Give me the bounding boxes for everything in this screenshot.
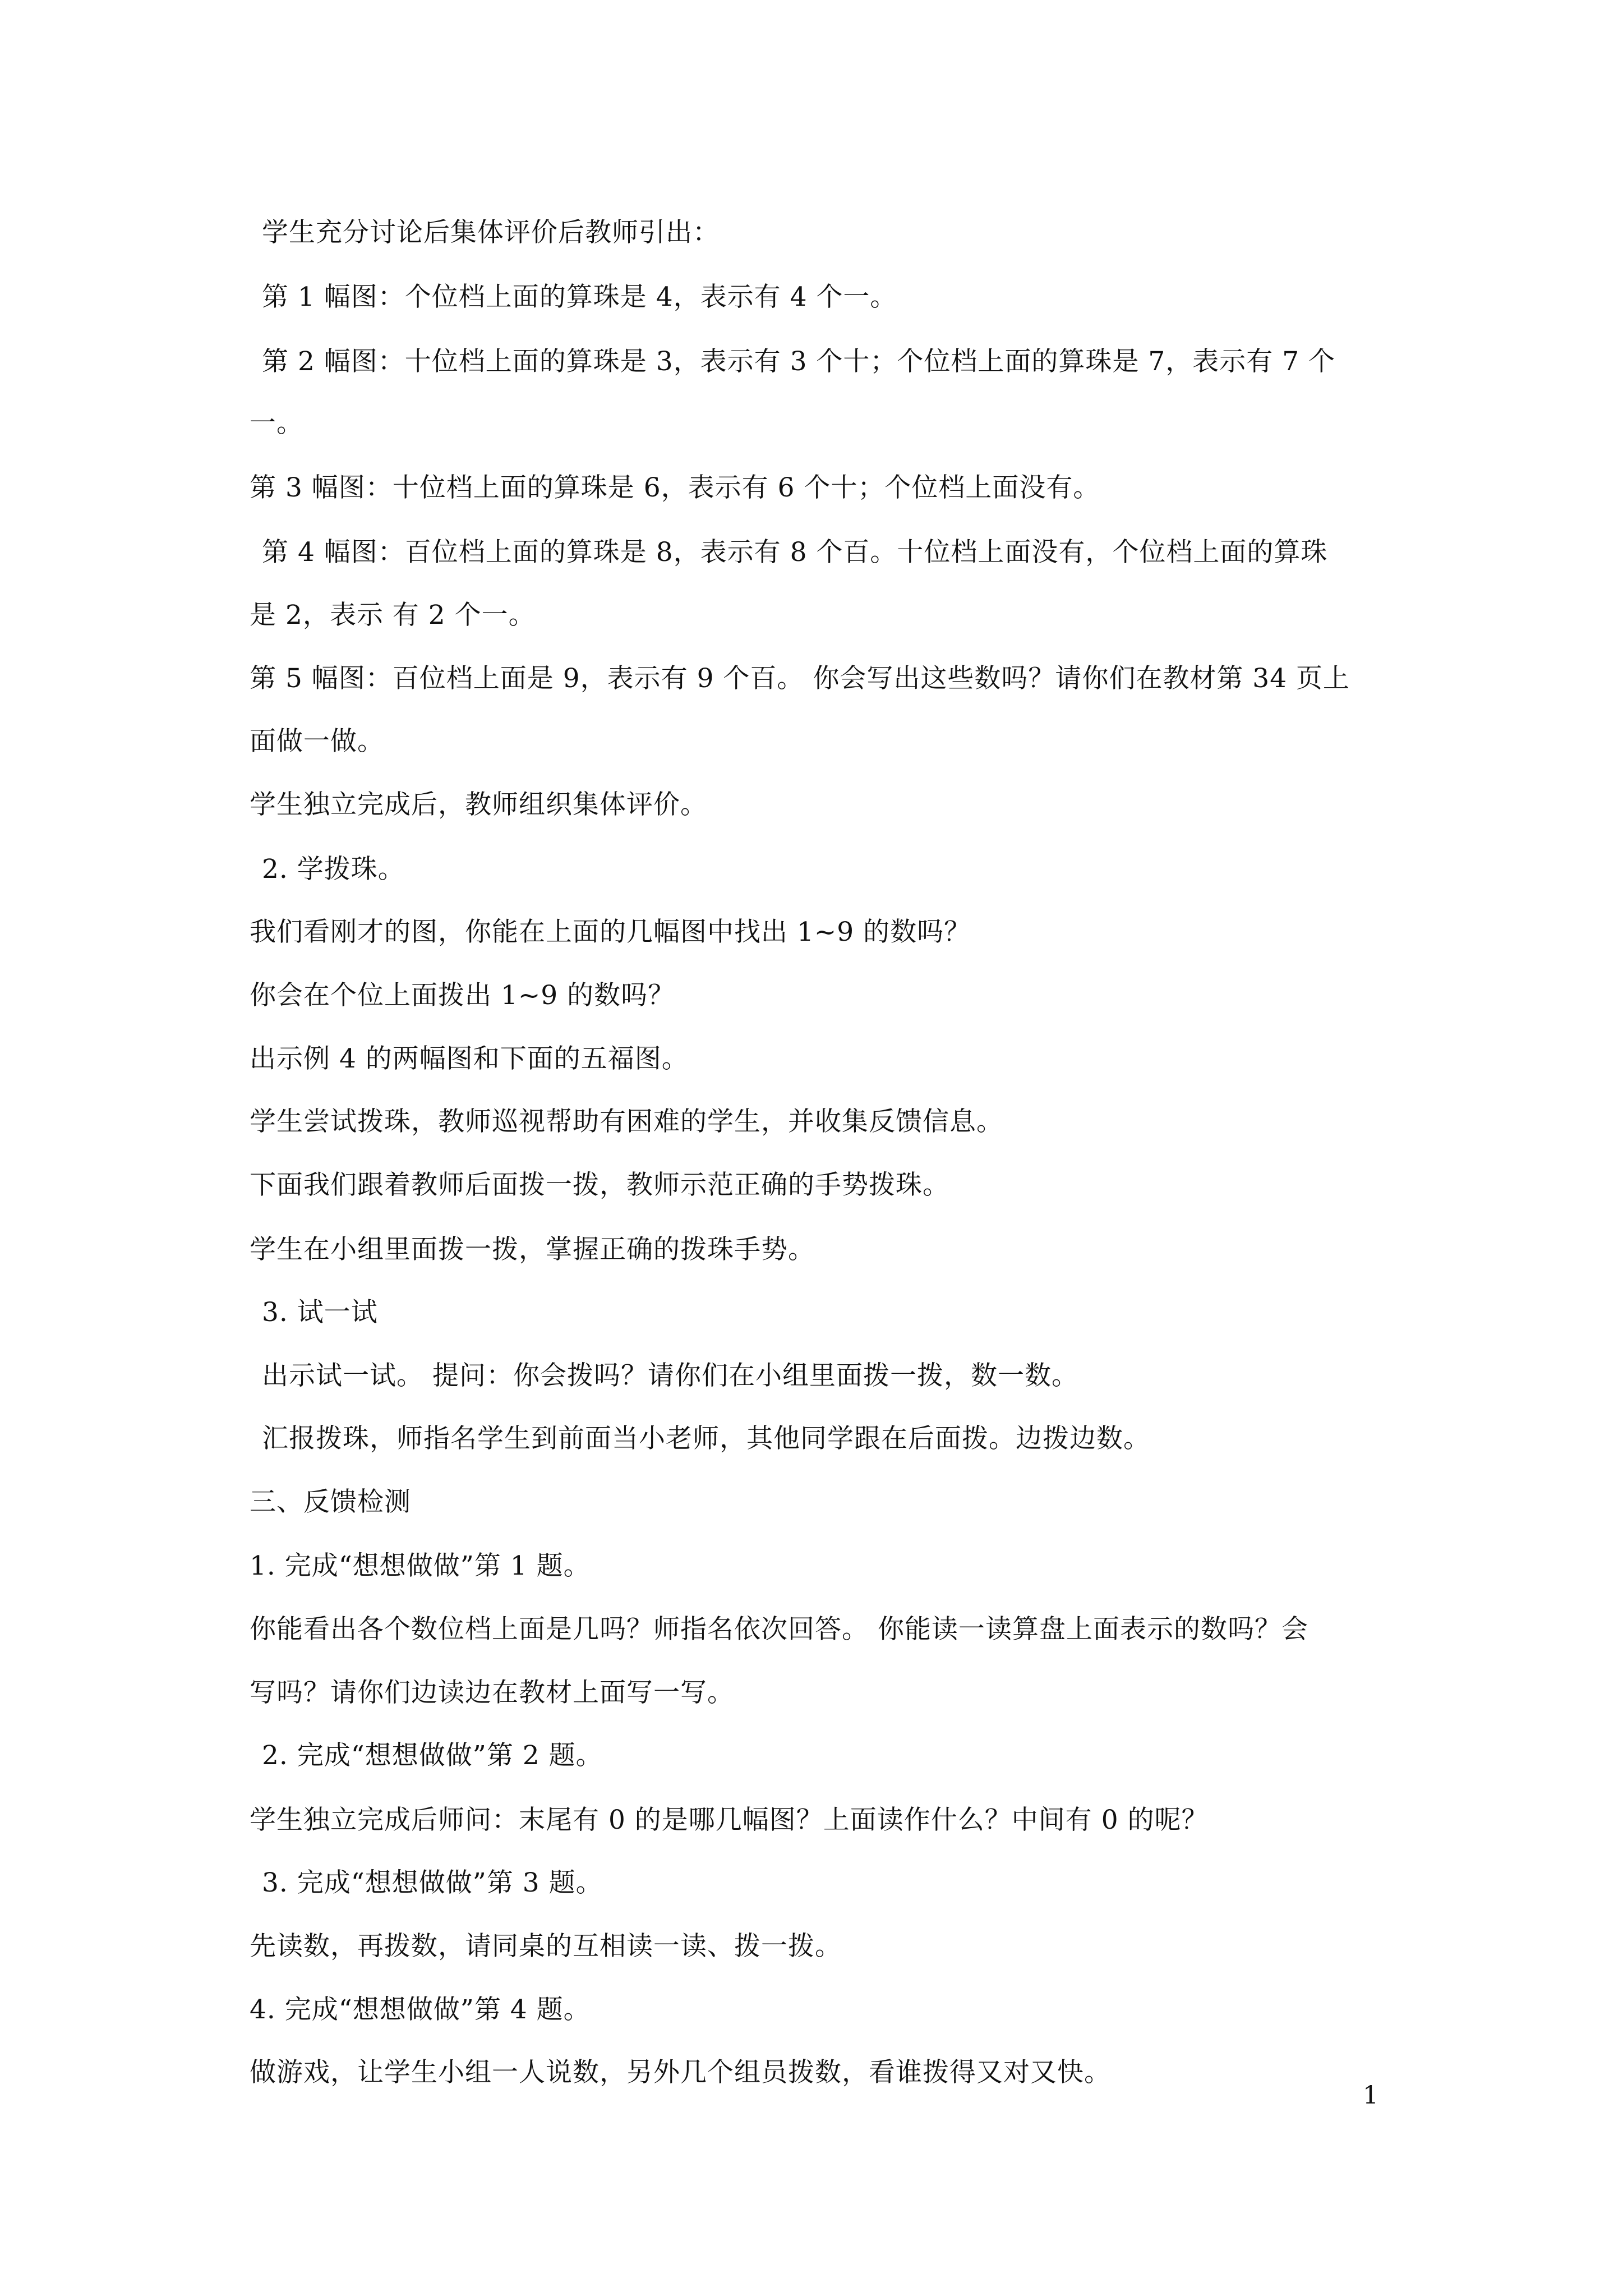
text-line: 学生尝试拨珠，教师巡视帮助有困难的学生，并收集反馈信息。 xyxy=(250,1106,1003,1137)
text-line: 做游戏，让学生小组一人说数，另外几个组员拨数，看谁拨得又对又快。 xyxy=(250,2057,1111,2088)
text-line: 第 4 幅图：百位档上面的算珠是 8，表示有 8 个百。十位档上面没有，个位档上面的算珠 xyxy=(262,537,1328,568)
text-line: 学生独立完成后，教师组织集体评价。 xyxy=(250,789,707,820)
text-line: 第 3 幅图：十位档上面的算珠是 6，表示有 6 个十；个位档上面没有。 xyxy=(250,472,1100,503)
text-line: 第 2 幅图：十位档上面的算珠是 3，表示有 3 个十；个位档上面的算珠是 7，表示有 7 个 xyxy=(262,346,1336,377)
text-line: 汇报拨珠，师指名学生到前面当小老师，其他同学跟在后面拨。边拨边数。 xyxy=(262,1423,1150,1454)
text-line: 我们看刚才的图，你能在上面的几幅图中找出 1~9 的数吗？ xyxy=(250,917,971,947)
text-line: 出示试一试。 提问：你会拨吗？请你们在小组里面拨一拨，数一数。 xyxy=(262,1360,1078,1391)
text-line: 出示例 4 的两幅图和下面的五福图。 xyxy=(250,1043,689,1074)
text-line: 下面我们跟着教师后面拨一拨，教师示范正确的手势拨珠。 xyxy=(250,1170,949,1200)
page-number: 1 xyxy=(1363,2081,1378,2110)
text-line: 3. 完成“想想做做”第 3 题。 xyxy=(262,1867,603,1898)
text-line: 先读数，再拨数，请同桌的互相读一读、拨一拨。 xyxy=(250,1931,842,1962)
text-line: 学生充分讨论后集体评价后教师引出： xyxy=(262,217,720,248)
text-line: 2. 完成“想想做做”第 2 题。 xyxy=(262,1740,603,1771)
section-heading: 2. 学拨珠。 xyxy=(262,854,405,885)
text-line: 学生在小组里面拨一拨，掌握正确的拨珠手势。 xyxy=(250,1234,815,1265)
text-line: 学生独立完成后师问：末尾有 0 的是哪几幅图？上面读作什么？中间有 0 的呢？ xyxy=(250,1805,1209,1835)
text-line: 4. 完成“想想做做”第 4 题。 xyxy=(250,1994,591,2025)
text-line: 1. 完成“想想做做”第 1 题。 xyxy=(250,1550,591,1581)
text-line: 一。 xyxy=(250,408,303,439)
text-line: 第 1 幅图：个位档上面的算珠是 4，表示有 4 个一。 xyxy=(262,282,897,312)
section-heading: 三、反馈检测 xyxy=(250,1487,411,1517)
text-line: 你能看出各个数位档上面是几吗？师指名依次回答。 你能读一读算盘上面表示的数吗？会 xyxy=(250,1614,1308,1645)
text-line: 面做一做。 xyxy=(250,726,384,757)
text-line: 写吗？请你们边读边在教材上面写一写。 xyxy=(250,1677,734,1708)
section-heading: 3. 试一试 xyxy=(262,1297,378,1328)
text-line: 是 2，表示 有 2 个一。 xyxy=(250,600,536,631)
text-line: 第 5 幅图：百位档上面是 9，表示有 9 个百。 你会写出这些数吗？请你们在教材第 34 页上 xyxy=(250,663,1350,694)
text-line: 你会在个位上面拨出 1~9 的数吗？ xyxy=(250,980,675,1011)
